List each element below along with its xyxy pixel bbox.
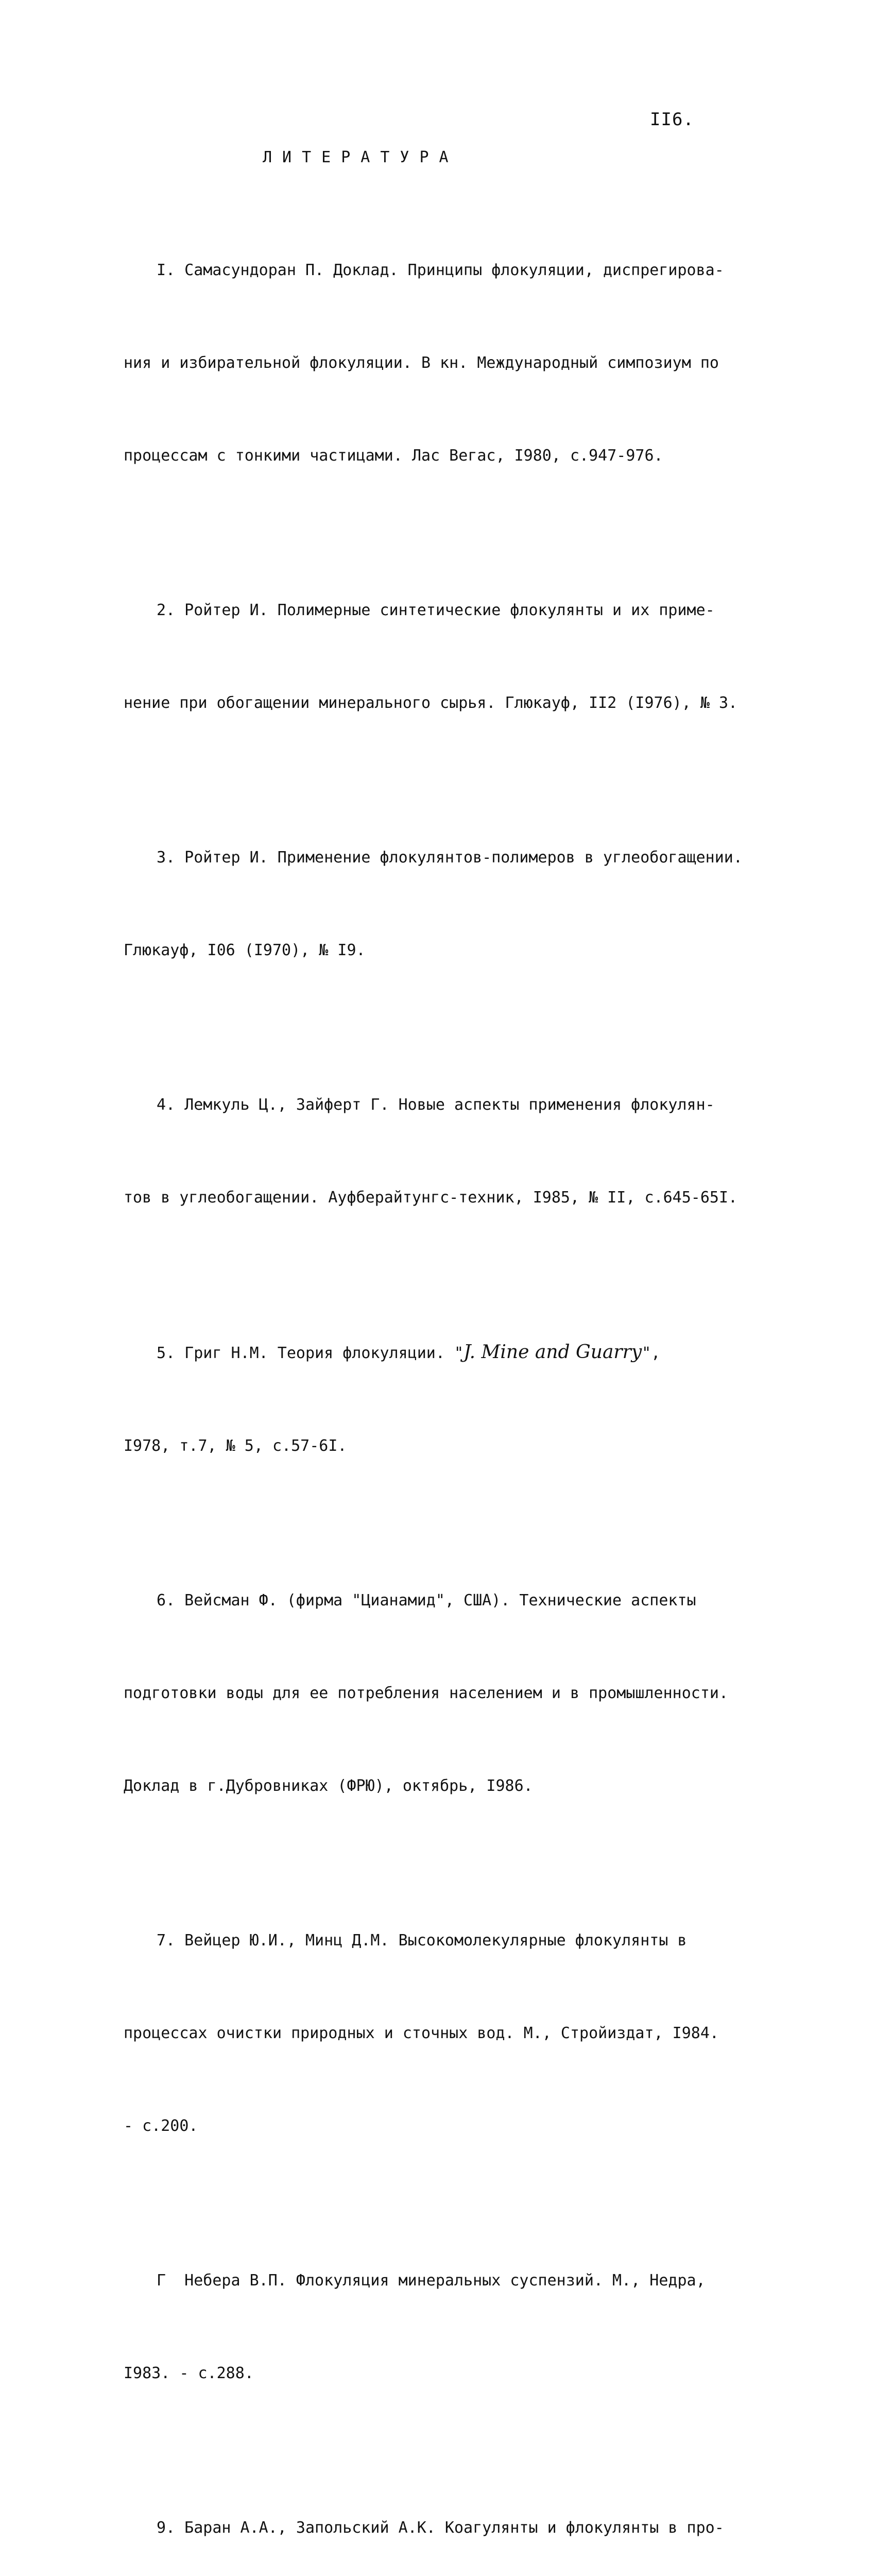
reference-line: 7. Вейцер Ю.И., Минц Д.М. Высокомолекулярные флокулянты в xyxy=(157,1931,687,1950)
reference-item xyxy=(124,781,747,1028)
reference-line: 9. Баран А.А., Запольский А.К. Коагулянты и флокулянты в про- xyxy=(157,2519,724,2537)
reference-line: процессах очистки природных и сточных вод. М., Стройиздат, I984. xyxy=(124,2024,719,2042)
reference-item xyxy=(124,1523,747,1863)
reference-line: I. Самасундоран П. Доклад. Принципы флокуляции, диспрегирова- xyxy=(157,261,724,279)
reference-text: ", xyxy=(642,1344,661,1362)
handwritten-journal-title: J. Mine and Guarry xyxy=(463,1342,642,1363)
reference-line: I983. - с.288. xyxy=(124,2364,254,2382)
reference-line: 4. Лемкуль Ц., Зайферт Г. Новые аспекты применения флокулян- xyxy=(157,1096,715,1114)
reference-item xyxy=(124,1028,747,1275)
reference-text: 5. Григ Н.М. Теория флокуляции. " xyxy=(157,1344,464,1362)
reference-line: - с.200. xyxy=(124,2117,198,2135)
reference-line: 6. Вейсман Ф. (фирма "Цианамид", США). Технические аспекты xyxy=(157,1591,696,1609)
reference-item xyxy=(124,193,747,533)
reference-line: 2. Ройтер И. Полимерные синтетические флокулянты и их приме- xyxy=(157,601,715,619)
reference-line: подготовки воды для ее потребления населением и в промышленности. xyxy=(124,1684,728,1702)
reference-line: ния и избирательной флокуляции. В кн. Международный симпозиум по xyxy=(124,354,719,372)
reference-line: 3. Ройтер И. Применение флокулянтов-полимеров в углеобогащении. xyxy=(157,849,743,867)
reference-line: Г Небера В.П. Флокуляция минеральных суспензий. М., Недра, xyxy=(157,2272,706,2290)
reference-line: нение при обогащении минерального сырья. Глюкауф, II2 (I976), № 3. xyxy=(124,694,738,712)
page-number: II6. xyxy=(650,109,694,130)
reference-line: I978, т.7, № 5, с.57-6I. xyxy=(124,1437,347,1455)
reference-item xyxy=(124,1275,747,1523)
reference-item xyxy=(124,533,747,781)
reference-list xyxy=(124,193,747,2576)
reference-line xyxy=(124,1337,747,1369)
page-heading: ЛИТЕРАТУРА xyxy=(263,148,459,166)
reference-line: Доклад в г.Дубровниках (ФРЮ), октябрь, I986. xyxy=(124,1777,533,1795)
reference-item xyxy=(124,1863,747,2204)
reference-line: Глюкауф, I06 (I970), № I9. xyxy=(124,941,366,959)
reference-item xyxy=(124,2451,747,2576)
reference-item xyxy=(124,2204,747,2451)
reference-line: процессам с тонкими частицами. Лас Вегас, I980, с.947-976. xyxy=(124,447,663,465)
reference-line: тов в углеобогащении. Ауфберайтунгс-техник, I985, № II, с.645-65I. xyxy=(124,1189,738,1207)
